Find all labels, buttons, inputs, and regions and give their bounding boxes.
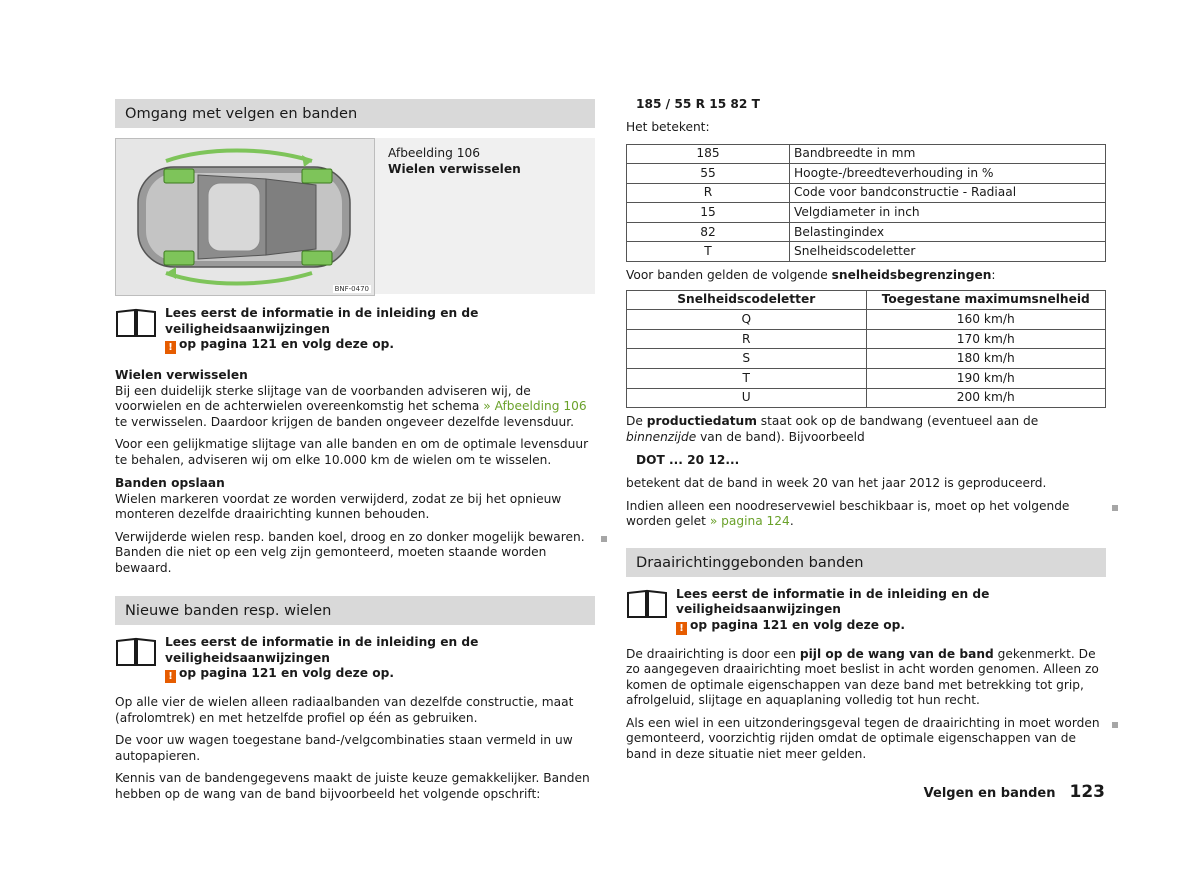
page-number: 123 bbox=[1069, 782, 1105, 802]
table-row bbox=[627, 183, 1106, 203]
section-end-mark bbox=[1112, 722, 1118, 728]
book-icon bbox=[115, 637, 157, 667]
wheel-rotation-diagram bbox=[116, 139, 374, 295]
speed-letter-cell: R bbox=[627, 329, 867, 349]
notice-line2[interactable]: op pagina 121 en volg deze op. bbox=[179, 666, 394, 680]
safety-notice bbox=[626, 587, 1106, 635]
max-speed-cell: 180 km/h bbox=[866, 349, 1106, 369]
speed-letter-cell: Q bbox=[627, 310, 867, 330]
table-row bbox=[627, 349, 1106, 369]
max-speed-cell: 170 km/h bbox=[866, 329, 1106, 349]
notice-line1: Lees eerst de informatie in de inleiding en de veiligheidsaanwijzingen bbox=[165, 635, 479, 665]
code-cell: 82 bbox=[627, 222, 790, 242]
dot-code-example: DOT ... 20 12... bbox=[636, 453, 740, 468]
speed-intro: Voor banden gelden de volgende snelheidsbegrenzingen: bbox=[626, 268, 996, 283]
warning-icon: ! bbox=[676, 622, 687, 635]
tire-code-table bbox=[626, 144, 1106, 263]
speed-limit-table bbox=[626, 290, 1106, 409]
figure-106 bbox=[115, 138, 595, 296]
notice-line1: Lees eerst de informatie in de inleiding en de veiligheidsaanwijzingen bbox=[676, 586, 990, 617]
meaning-cell: Code voor bandconstructie - Radiaal bbox=[790, 183, 1106, 203]
paragraph: De draairichting is door een pijl op de wang van de band gekenmerkt. De zo aangegeven draairichting moet beslist in acht worden genomen. Alleen zo komen de optimale eigenschappen van deze band met betrekking tot grip, afrolgeluid, slijtage en aquaplaning volledig tot hun recht. bbox=[626, 646, 1099, 708]
safety-notice bbox=[115, 635, 595, 683]
meaning-cell: Belastingindex bbox=[790, 222, 1106, 242]
figure-title: Wielen verwisselen bbox=[388, 161, 521, 176]
subheading-changing-wheels: Wielen verwisselen bbox=[115, 368, 248, 382]
footer-chapter: Velgen en banden bbox=[923, 786, 1056, 801]
book-icon bbox=[115, 308, 157, 338]
section-heading-directional-tires: Draairichtinggebonden banden bbox=[626, 548, 1106, 577]
meaning-cell: Bandbreedte in mm bbox=[790, 144, 1106, 164]
paragraph: De voor uw wagen toegestane band-/velgcombinaties staan vermeld in uw autopapieren. bbox=[115, 733, 573, 763]
section-end-mark bbox=[601, 536, 607, 542]
subheading-storing-tires: Banden opslaan bbox=[115, 476, 225, 490]
code-cell: R bbox=[627, 183, 790, 203]
meaning-cell: Hoogte-/breedteverhouding in % bbox=[790, 164, 1106, 184]
figure-caption bbox=[375, 138, 595, 294]
speed-letter-cell: T bbox=[627, 368, 867, 388]
figure-image bbox=[115, 138, 375, 296]
warning-icon: ! bbox=[165, 670, 176, 683]
paragraph: Wielen markeren voordat ze worden verwijderd, zodat ze bij het opnieuw monteren dezelfde draairichting kunnen behouden. bbox=[115, 491, 562, 521]
table-row bbox=[627, 310, 1106, 330]
table-row bbox=[627, 329, 1106, 349]
spare-wheel-paragraph: Indien alleen een noodreservewiel beschikbaar is, moet op het volgende worden gelet » pagina 124. bbox=[626, 499, 1106, 530]
paragraph: Voor een gelijkmatige slijtage van alle banden en om de optimale levensduur te behalen, adviseren wij om elke 10.000 km de wielen om te wisselen. bbox=[115, 437, 589, 467]
speed-letter-cell: S bbox=[627, 349, 867, 369]
table-row bbox=[627, 368, 1106, 388]
book-icon bbox=[626, 589, 668, 619]
left-column bbox=[115, 99, 595, 802]
table-row bbox=[627, 164, 1106, 184]
section-heading-wheels-tires: Omgang met velgen en banden bbox=[115, 99, 595, 128]
max-speed-cell: 200 km/h bbox=[866, 388, 1106, 408]
section-heading-new-tires: Nieuwe banden resp. wielen bbox=[115, 596, 595, 625]
table-row bbox=[627, 388, 1106, 408]
production-date-paragraph: De productiedatum staat ook op de bandwang (eventueel aan de binnenzijde van de band). Bijvoorbeeld bbox=[626, 414, 1039, 444]
warning-icon: ! bbox=[165, 341, 176, 354]
notice-line2[interactable]: op pagina 121 en volg deze op. bbox=[690, 617, 905, 632]
meaning-cell: Velgdiameter in inch bbox=[790, 203, 1106, 223]
safety-notice bbox=[115, 306, 595, 354]
tire-code-example: 185 / 55 R 15 82 T bbox=[636, 97, 760, 111]
right-column bbox=[626, 97, 1106, 762]
meaning-intro: Het betekent: bbox=[626, 120, 710, 134]
table-row bbox=[627, 144, 1106, 164]
code-cell: 55 bbox=[627, 164, 790, 184]
figure-code: BNF-0470 bbox=[334, 285, 369, 293]
paragraph: Als een wiel in een uitzonderingsgeval tegen de draairichting in moet worden gemonteerd, voorzichtig rijden omdat de optimale eigenschappen van de band in deze situatie niet meer gelden. bbox=[626, 716, 1106, 763]
figure-label: Afbeelding 106 bbox=[388, 146, 481, 160]
section-end-mark bbox=[1112, 505, 1118, 511]
paragraph: Op alle vier de wielen alleen radiaalbanden van dezelfde constructie, maat (afrolomtrek) en met hetzelfde profiel op één as gebruiken. bbox=[115, 695, 574, 725]
code-cell: T bbox=[627, 242, 790, 262]
figure-link[interactable]: » Afbeelding 106 bbox=[483, 399, 587, 413]
notice-line1: Lees eerst de informatie in de inleiding en de veiligheidsaanwijzingen bbox=[165, 306, 479, 336]
table-row bbox=[627, 242, 1106, 262]
speed-letter-cell: U bbox=[627, 388, 867, 408]
max-speed-cell: 160 km/h bbox=[866, 310, 1106, 330]
page-link[interactable]: » pagina 124 bbox=[709, 514, 790, 529]
code-cell: 15 bbox=[627, 203, 790, 223]
table-header: Snelheidscodeletter bbox=[627, 290, 867, 310]
table-header: Toegestane maximumsnelheid bbox=[866, 290, 1106, 310]
paragraph: Verwijderde wielen resp. banden koel, droog en zo donker mogelijk bewaren. Banden die niet op een velg zijn gemonteerd, moeten staande worden bewaard. bbox=[115, 530, 595, 577]
table-row bbox=[627, 222, 1106, 242]
paragraph: Bij een duidelijk sterke slijtage van de voorbanden adviseren wij, de voorwielen en de achterwielen overeenkomstig het schema » Afbeelding 106 te verwisselen. Daardoor krijgen de banden ongeveer dezelfde levensduur. bbox=[115, 383, 587, 429]
table-row bbox=[627, 203, 1106, 223]
notice-line2[interactable]: op pagina 121 en volg deze op. bbox=[179, 337, 394, 351]
max-speed-cell: 190 km/h bbox=[866, 368, 1106, 388]
paragraph: Kennis van de bandengegevens maakt de juiste keuze gemakkelijker. Banden hebben op de wang van de band bijvoorbeeld het volgende opschrift: bbox=[115, 771, 590, 801]
page-footer bbox=[923, 782, 1105, 802]
meaning-cell: Snelheidscodeletter bbox=[790, 242, 1106, 262]
dot-meaning: betekent dat de band in week 20 van het jaar 2012 is geproduceerd. bbox=[626, 476, 1047, 491]
code-cell: 185 bbox=[627, 144, 790, 164]
